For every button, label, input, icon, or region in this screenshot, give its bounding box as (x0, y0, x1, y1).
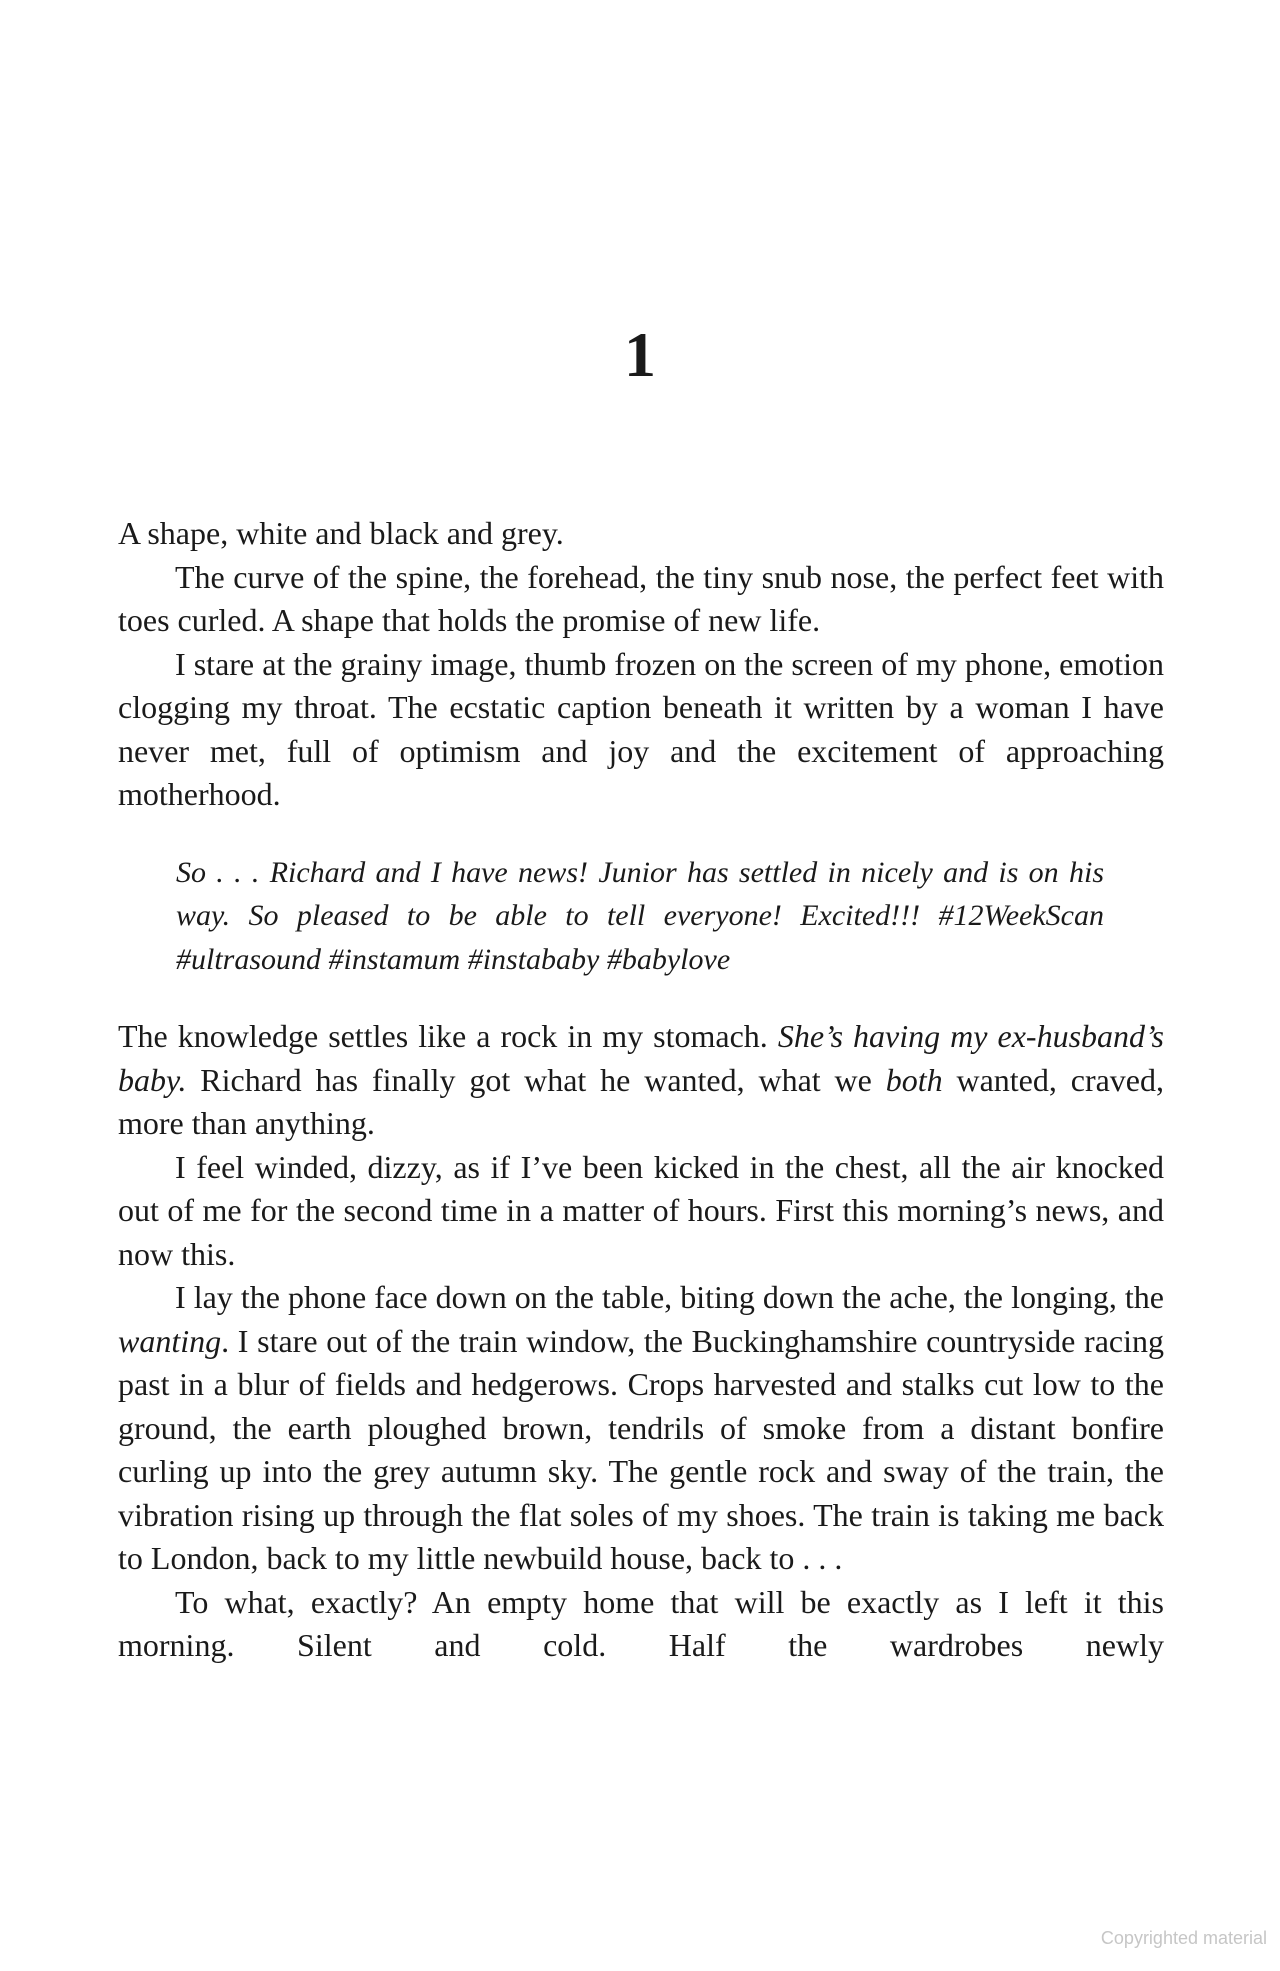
paragraph (118, 643, 1164, 817)
italic-text-run: wanting (118, 1322, 222, 1359)
text-run: Richard has finally got what he wanted, what we (186, 1061, 886, 1098)
paragraph (118, 1581, 1164, 1668)
text-run: To what, exactly? An empty home that will be exactly as I left it this morning. Silent and cold. Half the wardrobes newly (118, 1583, 1164, 1663)
text-run: I stare at the grainy image, thumb frozen on the screen of my phone, emotion clogging my throat. The ecstatic caption beneath it written by a woman I have never met, full of optimism and joy and the excitement of approaching motherhood. (118, 645, 1164, 812)
paragraph (118, 1146, 1164, 1277)
text-run: The curve of the spine, the forehead, the tiny snub nose, the perfect feet with toes curled. A shape that holds the promise of new life. (118, 558, 1164, 638)
paragraph (118, 556, 1164, 643)
chapter-number: 1 (624, 319, 656, 390)
italic-text-run: both (885, 1061, 943, 1098)
instagram-caption-quote (176, 851, 1104, 982)
text-run: I lay the phone face down on the table, biting down the ache, the longing, the (175, 1279, 1164, 1315)
copyright-watermark: Copyrighted material (1100, 1928, 1267, 1948)
text-run: wanted, craved, more than anything. (118, 1061, 1165, 1141)
italic-text-run: She’s having my ex-husband’s baby. (118, 1018, 1165, 1098)
text-run: A shape, white and black and grey. (118, 515, 564, 551)
paragraph (118, 512, 1164, 556)
text-block (118, 512, 1164, 1668)
text-run: . I stare out of the train window, the Buckinghamshire countryside racing past in a blur of fields and hedgerows. Crops harvested and stalks cut low to the ground, the earth ploughed brown, tendrils of smoke from a distant bonfire curling up into the grey autumn sky. The gentle rock and sway of the train, the vibration rising up through the flat soles of my shoes. The train is taking me back to London, back to my little newbuild house, back to . . . (118, 1322, 1164, 1576)
paragraph (118, 1276, 1164, 1581)
italic-text-run: So . . . Richard and I have news! Junior has settled in nicely and is on his way. So pleased to be able to tell everyone! Excited!!! #12WeekScan #ultrasound #instamum #instababy #babylove (176, 855, 1104, 976)
text-run: The knowledge settles like a rock in my stomach. (118, 1018, 778, 1054)
text-run: I feel winded, dizzy, as if I’ve been kicked in the chest, all the air knocked out of me for the second time in a matter of hours. First this morning’s news, and now this. (118, 1148, 1164, 1272)
paragraph (118, 1015, 1164, 1146)
